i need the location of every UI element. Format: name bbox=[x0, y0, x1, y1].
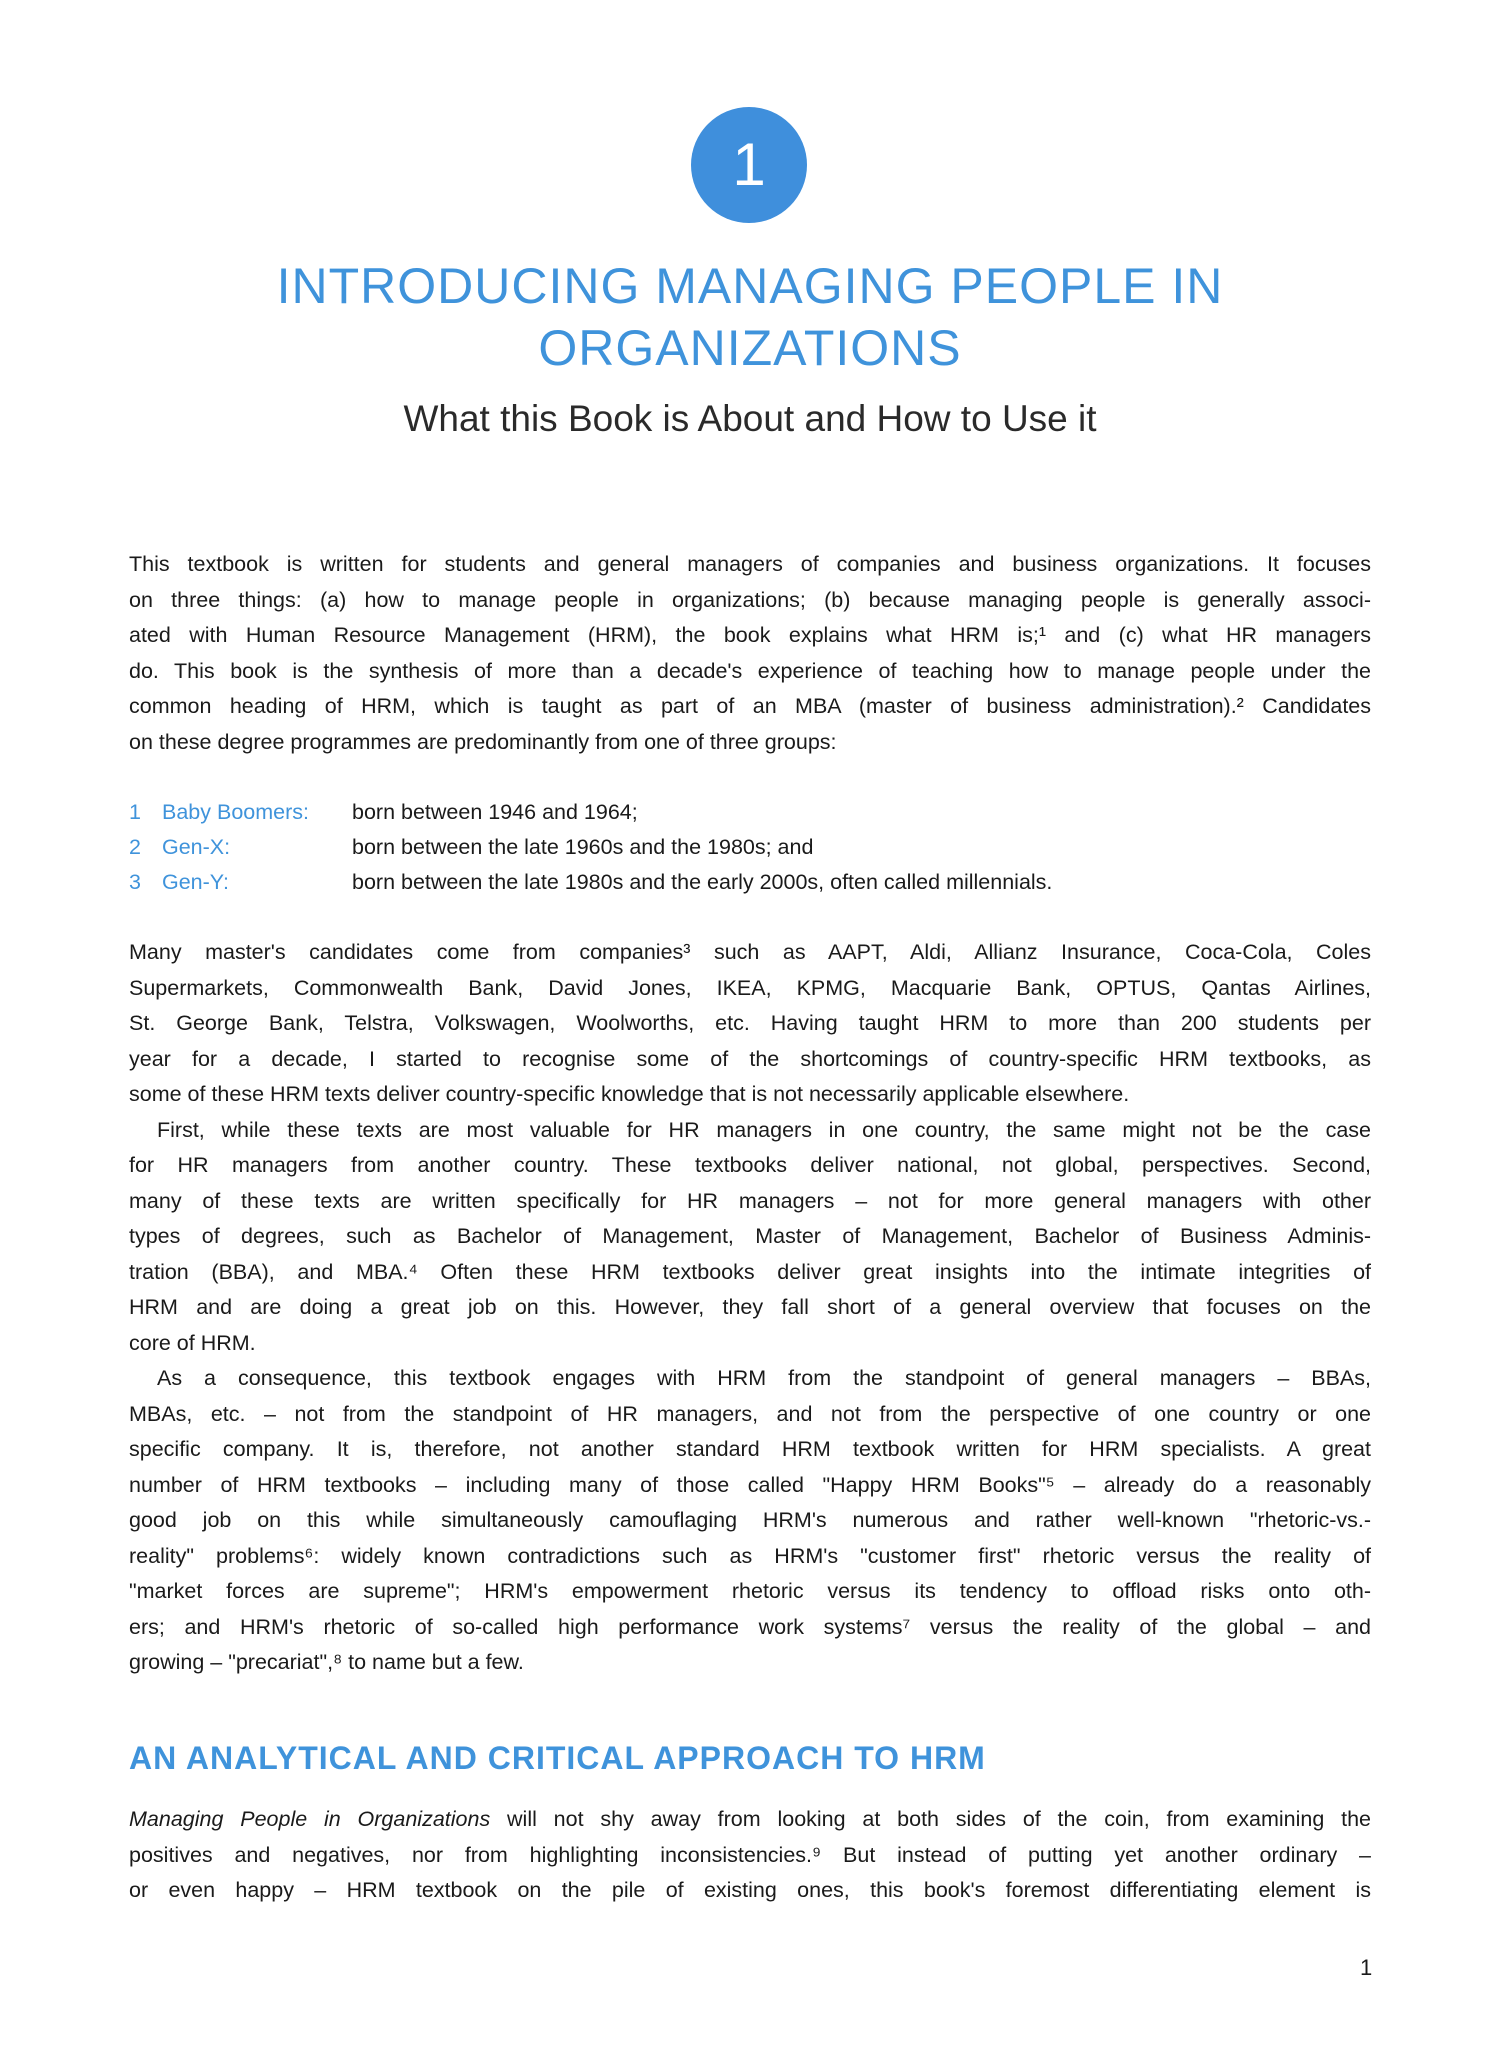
page-number: 1 bbox=[1360, 1955, 1373, 1980]
chapter-number-badge: 1 bbox=[691, 107, 807, 223]
list-term: Baby Boomers: bbox=[162, 800, 309, 824]
text-line: some of these HRM texts deliver country-specific knowledge that is not necessarily applicable elsewhere. bbox=[129, 1082, 1130, 1106]
generation-list bbox=[129, 795, 1052, 900]
body-paragraphs bbox=[129, 935, 1371, 1681]
list-item bbox=[129, 830, 1052, 865]
list-number: 1 bbox=[129, 800, 141, 824]
text-line: ers; and HRM's rhetoric of so-called high performance work systems⁷ versus the reality of the global – and bbox=[129, 1614, 1371, 1639]
text-line: common heading of HRM, which is taught as part of an MBA (master of business administration).² Candidates bbox=[129, 694, 1371, 718]
list-desc: born between the late 1960s and the 1980s; and bbox=[352, 835, 814, 859]
text-line: core of HRM. bbox=[129, 1330, 256, 1355]
list-item bbox=[129, 865, 1052, 900]
text-span: will not shy away from looking at both sides of the coin, from examining the bbox=[490, 1807, 1371, 1831]
text-line: "market forces are supreme"; HRM's empowerment rhetoric versus its tendency to offload risks onto oth- bbox=[129, 1579, 1371, 1603]
list-desc: born between the late 1980s and the early 2000s, often called millennials. bbox=[352, 870, 1053, 894]
text-line bbox=[129, 1802, 1371, 1838]
text-line: reality" problems⁶: widely known contradictions such as HRM's "customer first" rhetoric versus the reality of bbox=[129, 1543, 1371, 1568]
list-term: Gen-X: bbox=[162, 835, 231, 859]
text-line: First, while these texts are most valuable for HR managers in one country, the same might not be the case bbox=[157, 1117, 1371, 1142]
text-line: Many master's candidates come from companies³ such as AAPT, Aldi, Allianz Insurance, Coca-Cola, Coles bbox=[129, 940, 1371, 964]
text-line: or even happy – HRM textbook on the pile of existing ones, this book's foremost differentiating element is bbox=[129, 1878, 1371, 1902]
list-term: Gen-Y: bbox=[162, 870, 229, 894]
text-line: for HR managers from another country. These textbooks deliver national, not global, perspectives. Second, bbox=[129, 1153, 1371, 1177]
list-desc: born between 1946 and 1964; bbox=[352, 800, 638, 824]
list-item bbox=[129, 795, 1052, 830]
text-line: year for a decade, I started to recognise some of the shortcomings of country-specific HRM textbooks, as bbox=[129, 1046, 1371, 1071]
chapter-title bbox=[0, 255, 1500, 379]
section-paragraph bbox=[129, 1802, 1371, 1909]
book-title: Managing People in Organizations bbox=[129, 1807, 491, 1831]
text-line: This textbook is written for students and general managers of companies and business organizations. It focuses bbox=[129, 552, 1371, 576]
chapter-subtitle: What this Book is About and How to Use it bbox=[403, 398, 1097, 439]
text-line: St. George Bank, Telstra, Volkswagen, Woolworths, etc. Having taught HRM to more than 200 students per bbox=[129, 1011, 1371, 1035]
text-line: As a consequence, this textbook engages with HRM from the standpoint of general managers – BBAs, bbox=[157, 1366, 1371, 1390]
text-line: MBAs, etc. – not from the standpoint of HR managers, and not from the perspective of one country or one bbox=[129, 1401, 1371, 1426]
text-line: number of HRM textbooks – including many of those called "Happy HRM Books"⁵ – already do a reasonably bbox=[129, 1472, 1371, 1497]
text-line: HRM and are doing a great job on this. However, they fall short of a general overview that focuses on the bbox=[129, 1295, 1371, 1319]
text-line: do. This book is the synthesis of more than a decade's experience of teaching how to manage people under the bbox=[129, 658, 1371, 683]
intro-paragraph bbox=[129, 547, 1371, 760]
text-line: good job on this while simultaneously camouflaging HRM's numerous and rather well-known "rhetoric-vs.- bbox=[129, 1508, 1371, 1532]
text-line: types of degrees, such as Bachelor of Management, Master of Management, Bachelor of Business Adminis- bbox=[129, 1224, 1371, 1248]
text-line: on these degree programmes are predominantly from one of three groups: bbox=[129, 729, 837, 754]
text-line: growing – "precariat",⁸ to name but a few. bbox=[129, 1650, 524, 1674]
text-line: specific company. It is, therefore, not another standard HRM textbook written for HRM specialists. A great bbox=[129, 1437, 1371, 1461]
text-line: on three things: (a) how to manage people in organizations; (b) because managing people is generally associ- bbox=[129, 587, 1371, 612]
text-line: tration (BBA), and MBA.⁴ Often these HRM textbooks deliver great insights into the intimate integrities of bbox=[129, 1259, 1371, 1284]
section-heading: AN ANALYTICAL AND CRITICAL APPROACH TO HRM bbox=[129, 1740, 986, 1776]
chapter-title-line: ORGANIZATIONS bbox=[538, 320, 962, 376]
text-line: many of these texts are written specifically for HR managers – not for more general managers with other bbox=[129, 1188, 1371, 1213]
list-number: 2 bbox=[129, 835, 141, 859]
text-line: positives and negatives, nor from highlighting inconsistencies.⁹ But instead of putting yet another ordinary – bbox=[129, 1842, 1371, 1867]
list-number: 3 bbox=[129, 870, 141, 894]
chapter-title-line: INTRODUCING MANAGING PEOPLE IN bbox=[276, 258, 1224, 314]
text-line: ated with Human Resource Management (HRM), the book explains what HRM is;¹ and (c) what HR managers bbox=[129, 623, 1371, 647]
text-line: Supermarkets, Commonwealth Bank, David Jones, IKEA, KPMG, Macquarie Bank, OPTUS, Qantas Airlines, bbox=[129, 975, 1371, 1000]
